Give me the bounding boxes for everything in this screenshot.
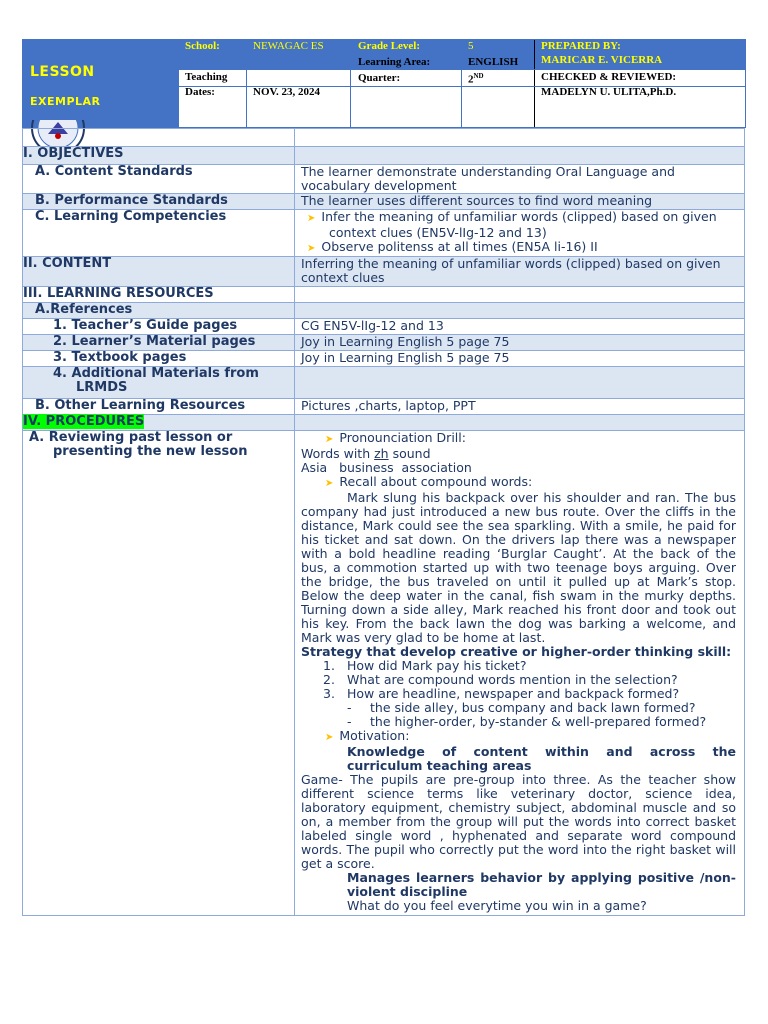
procedure-content (295, 431, 745, 916)
question-1: 1. How did Mark pay his ticket? (323, 658, 527, 673)
content-value: Inferring the meaning of unfamiliar words (clipped) based on given context clues (295, 257, 745, 287)
grade-label: Grade Level: (358, 40, 421, 52)
question-3: 3. How are headline, newspaper and backpack formed? (323, 686, 680, 701)
section-learning-resources: III. LEARNING RESOURCES (23, 287, 295, 303)
section-objectives: I. OBJECTIVES (23, 147, 295, 165)
reviewing-label: A. Reviewing past lesson or presenting the new lesson (23, 431, 295, 916)
dates-value: NOV. 23, 2024 (253, 86, 321, 98)
question-3b: - the higher-order, by-stander & well-prepared formed? (347, 714, 707, 729)
school-label: School: (185, 40, 220, 52)
game-paragraph: Game- The pupils are pre-group into three. As the teacher show different science terms like veterinary doctor, science idea, laboratory equipment, chemistry subject, abdominal muscle and so on, a member from the group will put the words into correct basket labeled single word , hyphenated and separate word compound words. The pupil who correctly put the word into the right basket will get a score. (301, 772, 736, 871)
quarter-value: 2ND (468, 72, 484, 86)
competency-item: ➤ Observe politenss at all times (EN5A li-16) II (307, 239, 598, 254)
prepared-label: PREPARED BY: (541, 40, 621, 52)
performance-standards-label: B. Performance Standards (23, 194, 295, 210)
words-with-line: Words with zh sound (301, 446, 431, 461)
performance-standards-value: The learner uses different sources to find word meaning (295, 194, 745, 210)
lesson-plan-table (22, 128, 745, 916)
lesson-header (22, 39, 746, 128)
lesson-title: LESSON (30, 64, 95, 80)
motivation-item: ➤ Motivation: (325, 728, 410, 743)
examples-line: Asia business association (301, 460, 472, 475)
story-paragraph: Mark slung his backpack over his shoulder and ran. The bus company had just introduced a new bus route. Over the cliffs in the distance, Mark could see the sea sparkling. With a smile, he paid for his ticket and sat down. On the drivers lap there was a newspaper with a bold headline reading ‘Burglar Caught’. At the back of the bus, a commotion started up with two teenage boys arguing. Over the bridge, the bus traveled on until it pulled up at Mark’s stop. Below the deep water in the canal, fish swam in the murky depths. Turning down a side alley, Mark reached his front door and took out his key. From the back lawn the dog was barking a welcome, and Mark was very glad to be home at last. (301, 490, 736, 645)
learners-material-value: Joy in Learning English 5 page 75 (295, 335, 745, 351)
header-title-block (22, 39, 178, 128)
arrow-bullet-icon: ➤ (325, 434, 334, 445)
manages-heading: Manages learners behavior by applying positive /non-violent discipline (347, 870, 736, 899)
dates-label: Dates: (185, 86, 215, 98)
teaching-label: Teaching (185, 71, 228, 83)
teachers-guide-label: 1. Teacher’s Guide pages (23, 319, 295, 335)
section-content: II. CONTENT (23, 257, 295, 287)
other-resources-value: Pictures ,charts, laptop, PPT (295, 399, 745, 415)
arrow-bullet-icon: ➤ (325, 732, 334, 743)
section-procedures: IV. PROCEDURES (23, 415, 295, 431)
additional-materials-label: 4. Additional Materials from LRMDS (23, 367, 295, 399)
other-resources-label: B. Other Learning Resources (23, 399, 295, 415)
question-2: 2. What are compound words mention in the selection? (323, 672, 678, 687)
references-label: A.References (23, 303, 295, 319)
exemplar-title: EXEMPLAR (30, 95, 101, 108)
arrow-bullet-icon: ➤ (307, 243, 316, 254)
learning-competencies-label: C. Learning Competencies (23, 210, 295, 257)
area-value: ENGLISH (468, 56, 519, 68)
learning-competencies-value (295, 210, 745, 257)
arrow-bullet-icon: ➤ (325, 478, 334, 489)
grade-value: 5 (468, 40, 474, 52)
prepared-name: MARICAR E. VICERRA (541, 54, 663, 66)
recall-item: ➤ Recall about compound words: (325, 474, 533, 489)
teachers-guide-value: CG EN5V-lIg-12 and 13 (295, 319, 745, 335)
checked-label: CHECKED & REVIEWED: (541, 71, 677, 83)
competency-item: ➤ Infer the meaning of unfamiliar words (clipped) based on given context clues (EN5V-lIg-12 and 13) (307, 209, 717, 240)
drill-item: ➤ Pronounciation Drill: (325, 430, 466, 445)
area-label: Learning Area: (358, 56, 431, 68)
feel-question: What do you feel everytime you win in a game? (347, 898, 647, 913)
arrow-bullet-icon: ➤ (307, 213, 316, 224)
content-standards-label: A. Content Standards (23, 165, 295, 194)
learners-material-label: 2. Learner’s Material pages (23, 335, 295, 351)
knowledge-heading: Knowledge of content within and across the curriculum teaching areas (347, 744, 736, 773)
textbook-label: 3. Textbook pages (23, 351, 295, 367)
checked-name: MADELYN U. ULITA,Ph.D. (541, 86, 677, 98)
question-3a: - the side alley, bus company and back lawn formed? (347, 700, 696, 715)
quarter-label: Quarter: (358, 72, 401, 84)
strategy-heading: Strategy that develop creative or higher-order thinking skill: (301, 644, 732, 659)
school-value: NEWAGAC ES (253, 40, 324, 52)
textbook-value: Joy in Learning English 5 page 75 (295, 351, 745, 367)
content-standards-value: The learner demonstrate understanding Oral Language and vocabulary development (295, 165, 745, 194)
